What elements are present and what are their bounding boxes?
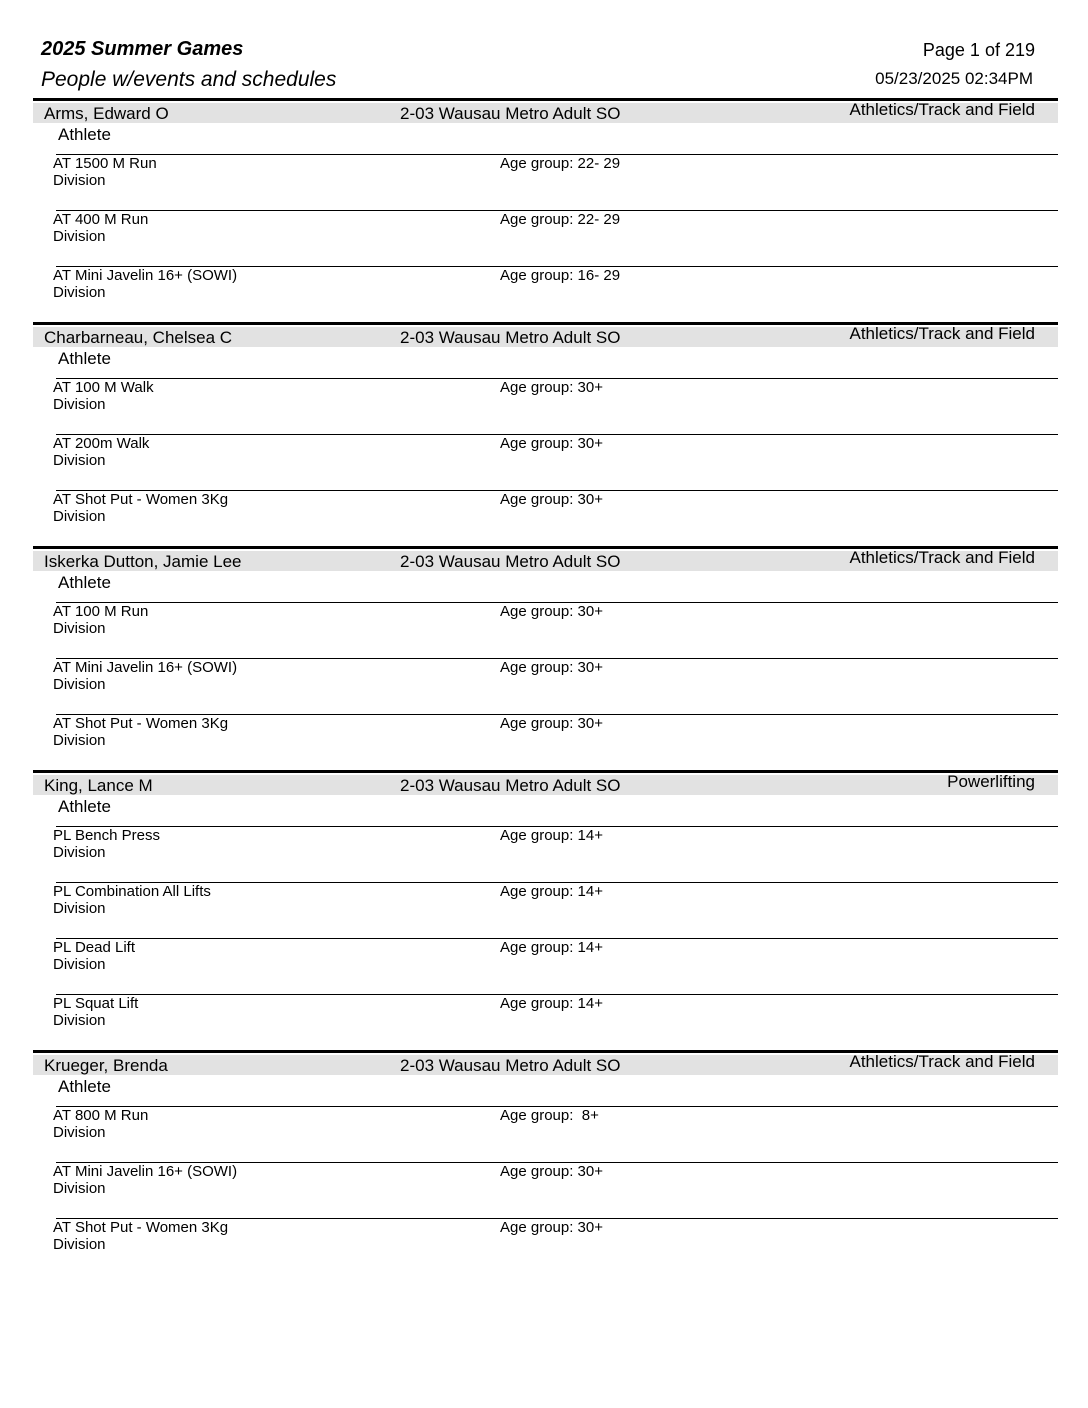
event-division: Division (53, 284, 106, 301)
person-block (33, 1050, 1058, 1274)
event-name: AT Shot Put - Women 3Kg (53, 1219, 229, 1236)
event-name: AT 200m Walk (53, 435, 150, 452)
event-age-group: Age group: 30+ (500, 435, 604, 452)
event-name: AT Shot Put - Women 3Kg (53, 715, 229, 732)
event-name: AT Mini Javelin 16+ (SOWI) (53, 1163, 238, 1180)
event-division: Division (53, 508, 106, 525)
event-age-group: Age group: 30+ (500, 491, 604, 508)
event-name: AT Mini Javelin 16+ (SOWI) (53, 659, 238, 676)
person-header-band (33, 772, 1058, 795)
event-age-group: Age group: 14+ (500, 995, 604, 1012)
event-age-group: Age group: 14+ (500, 883, 604, 900)
event-row (33, 1218, 1058, 1274)
person-block (33, 98, 1058, 322)
event-name: PL Squat Lift (53, 995, 139, 1012)
event-division: Division (53, 172, 106, 189)
event-name: AT Mini Javelin 16+ (SOWI) (53, 267, 238, 284)
person-role: Athlete (58, 349, 111, 368)
event-division: Division (53, 1236, 106, 1253)
event-row (33, 154, 1058, 210)
person-sport: Athletics/Track and Field (849, 100, 1035, 119)
person-sport: Athletics/Track and Field (849, 324, 1035, 343)
person-name: Charbarneau, Chelsea C (44, 328, 233, 347)
person-role-row (33, 1075, 1058, 1106)
event-age-group: Age group: 30+ (500, 659, 604, 676)
event-division: Division (53, 1124, 106, 1141)
event-division: Division (53, 452, 106, 469)
person-name: Krueger, Brenda (44, 1056, 168, 1075)
page-number: Page 1 of 219 (922, 40, 1035, 60)
event-division: Division (53, 956, 106, 973)
person-org: 2-03 Wausau Metro Adult SO (400, 328, 621, 347)
report-subtitle: People w/events and schedules (41, 68, 337, 91)
event-row (33, 714, 1058, 770)
event-name: AT 800 M Run (53, 1107, 149, 1124)
person-header-band (33, 548, 1058, 571)
person-role: Athlete (58, 573, 111, 592)
person-header-band (33, 100, 1058, 123)
person-block (33, 322, 1058, 546)
person-divider (33, 770, 1058, 773)
event-row (33, 378, 1058, 434)
event-name: PL Bench Press (53, 827, 160, 844)
event-row (33, 490, 1058, 546)
event-division: Division (53, 900, 106, 917)
person-role-row (33, 571, 1058, 602)
event-age-group: Age group: 30+ (500, 1163, 604, 1180)
person-header-band (33, 324, 1058, 347)
report-datetime: 05/23/2025 02:34PM (875, 69, 1033, 88)
person-name: King, Lance M (44, 776, 153, 795)
person-org: 2-03 Wausau Metro Adult SO (400, 776, 621, 795)
event-division: Division (53, 1180, 106, 1197)
person-block (33, 546, 1058, 770)
event-row (33, 266, 1058, 322)
person-sport: Powerlifting (947, 772, 1035, 791)
person-role: Athlete (58, 1077, 111, 1096)
event-age-group: Age group: 30+ (500, 1219, 604, 1236)
event-age-group: Age group: 14+ (500, 827, 604, 844)
event-age-group: Age group: 14+ (500, 939, 604, 956)
event-age-group: Age group: 30+ (500, 715, 604, 732)
event-division: Division (53, 396, 106, 413)
event-division: Division (53, 620, 106, 637)
person-role: Athlete (58, 797, 111, 816)
person-block (33, 770, 1058, 1050)
event-age-group: Age group: 8+ (500, 1107, 599, 1124)
person-role: Athlete (58, 125, 111, 144)
person-org: 2-03 Wausau Metro Adult SO (400, 1056, 621, 1075)
event-age-group: Age group: 16- 29 (500, 267, 621, 284)
event-row (33, 994, 1058, 1050)
event-row (33, 434, 1058, 490)
event-row (33, 658, 1058, 714)
event-name: AT 400 M Run (53, 211, 149, 228)
event-name: PL Dead Lift (53, 939, 135, 956)
person-sport: Athletics/Track and Field (849, 1052, 1035, 1071)
person-name: Iskerka Dutton, Jamie Lee (44, 552, 242, 571)
event-age-group: Age group: 30+ (500, 379, 604, 396)
person-role-row (33, 123, 1058, 154)
event-row (33, 1106, 1058, 1162)
report-title: 2025 Summer Games (41, 38, 244, 60)
person-org: 2-03 Wausau Metro Adult SO (400, 104, 621, 123)
event-division: Division (53, 844, 106, 861)
event-age-group: Age group: 22- 29 (500, 155, 621, 172)
event-division: Division (53, 228, 106, 245)
event-row (33, 882, 1058, 938)
event-age-group: Age group: 30+ (500, 603, 604, 620)
event-name: AT Shot Put - Women 3Kg (53, 491, 229, 508)
person-org: 2-03 Wausau Metro Adult SO (400, 552, 621, 571)
event-age-group: Age group: 22- 29 (500, 211, 621, 228)
event-name: AT 100 M Run (53, 603, 149, 620)
person-role-row (33, 795, 1058, 826)
event-name: AT 1500 M Run (53, 155, 157, 172)
event-row (33, 938, 1058, 994)
event-name: AT 100 M Walk (53, 379, 154, 396)
event-division: Division (53, 676, 106, 693)
event-row (33, 826, 1058, 882)
person-sport: Athletics/Track and Field (849, 548, 1035, 567)
event-row (33, 602, 1058, 658)
event-name: PL Combination All Lifts (53, 883, 211, 900)
person-header-band (33, 1052, 1058, 1075)
person-name: Arms, Edward O (44, 104, 169, 123)
person-role-row (33, 347, 1058, 378)
event-division: Division (53, 1012, 106, 1029)
event-division: Division (53, 732, 106, 749)
event-row (33, 1162, 1058, 1218)
event-row (33, 210, 1058, 266)
